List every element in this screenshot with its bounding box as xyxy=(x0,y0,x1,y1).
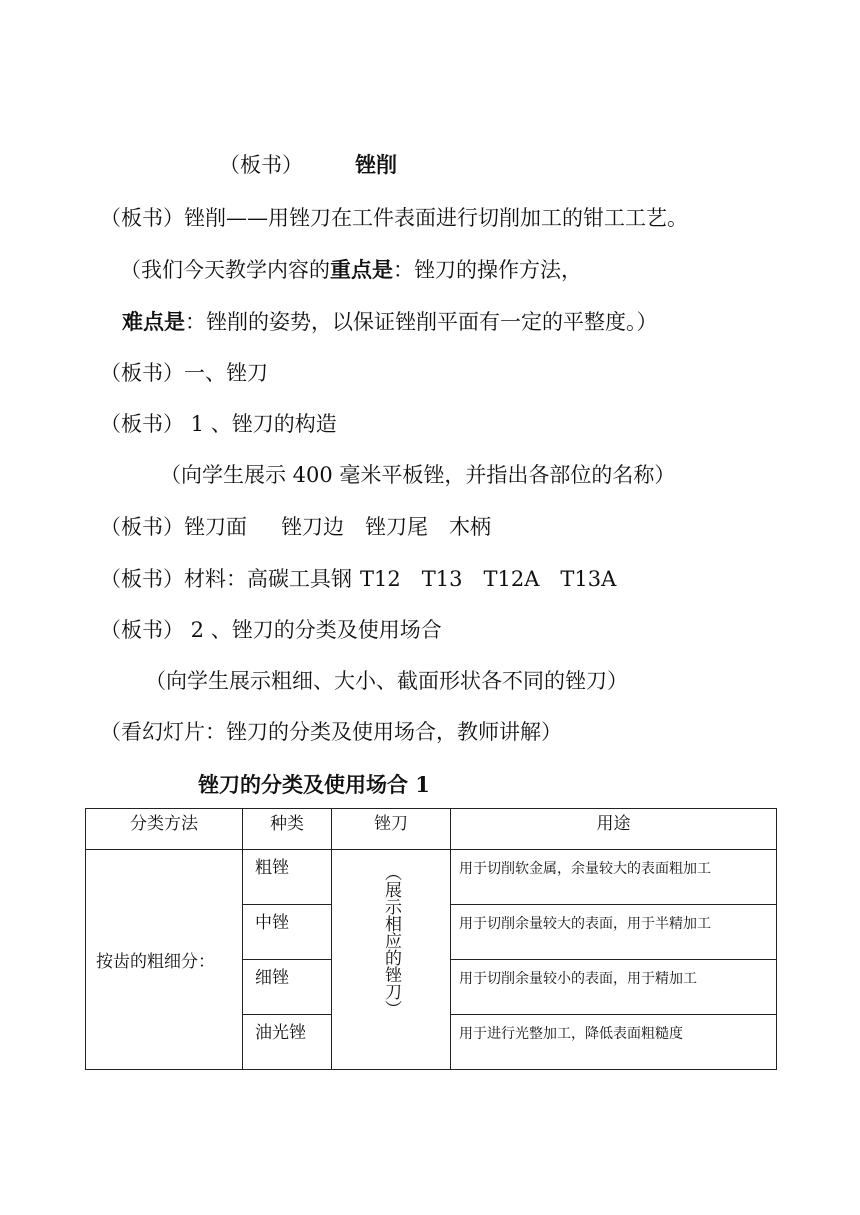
header-file: 锉刀 xyxy=(332,809,451,850)
text-segment: （板书）材料：高碳工具钢 xyxy=(100,567,352,591)
part-label: 锉刀边 xyxy=(281,515,344,539)
use-cell: 用于切削软金属，余量较大的表面粗加工 xyxy=(451,850,777,905)
difficult-point-label: 难点是 xyxy=(122,309,185,334)
part-label: 锉刀尾 xyxy=(365,515,428,539)
header-kind: 种类 xyxy=(243,809,332,850)
kind-cell: 细锉 xyxy=(243,960,332,1015)
method-cell: 按齿的粗细分： xyxy=(86,850,243,1070)
key-point-label: 重点是 xyxy=(330,257,393,282)
line-demo-2: （向学生展示粗细、大小、截面形状各不同的锉刀） xyxy=(145,669,628,693)
line-key-point xyxy=(120,256,582,284)
line-subsection-1: （板书） 1 、锉刀的构造 xyxy=(100,412,337,436)
heading xyxy=(219,151,397,179)
line-slides: （看幻灯片：锉刀的分类及使用场合，教师讲解） xyxy=(100,720,562,744)
table-row xyxy=(86,850,777,905)
steel-grade: T13A xyxy=(560,567,617,591)
header-use: 用途 xyxy=(451,809,777,850)
heading-prefix: （板书） xyxy=(219,153,303,177)
text-segment: ：锉削的姿势，以保证锉削平面有一定的平整度。） xyxy=(185,310,658,334)
file-note: （展示相应的锉刀） xyxy=(381,864,401,1017)
file-classification-table xyxy=(85,808,777,1070)
heading-title: 锉削 xyxy=(355,152,397,177)
text-segment: （板书） xyxy=(100,515,184,539)
table-header-row xyxy=(86,809,777,850)
part-label: 木柄 xyxy=(449,515,491,539)
text-segment: ：锉刀的操作方法， xyxy=(393,258,582,282)
line-difficult-point xyxy=(122,308,658,336)
line-demo-1: （向学生展示 400 毫米平板锉，并指出各部位的名称） xyxy=(160,463,676,487)
table-title: 锉刀的分类及使用场合 1 xyxy=(198,772,430,797)
kind-cell: 粗锉 xyxy=(243,850,332,905)
steel-grade: T12 xyxy=(360,567,401,591)
line-subsection-2: （板书） 2 、锉刀的分类及使用场合 xyxy=(100,618,442,642)
file-cell xyxy=(332,850,451,1070)
line-parts xyxy=(100,513,491,541)
line-section-1: （板书）一、锉刀 xyxy=(100,361,268,385)
text-segment: （我们今天教学内容的 xyxy=(120,258,330,282)
kind-cell: 中锉 xyxy=(243,905,332,960)
use-cell: 用于进行光整加工，降低表面粗糙度 xyxy=(451,1015,777,1070)
line-material xyxy=(100,565,616,593)
steel-grade: T12A xyxy=(483,567,540,591)
header-method: 分类方法 xyxy=(86,809,243,850)
line-definition: （板书）锉削——用锉刀在工件表面进行切削加工的钳工工艺。 xyxy=(100,206,688,230)
steel-grade: T13 xyxy=(421,567,463,591)
use-cell: 用于切削余量较小的表面，用于精加工 xyxy=(451,960,777,1015)
kind-cell: 油光锉 xyxy=(243,1015,332,1070)
use-cell: 用于切削余量较大的表面，用于半精加工 xyxy=(451,905,777,960)
part-label: 锉刀面 xyxy=(184,515,247,539)
